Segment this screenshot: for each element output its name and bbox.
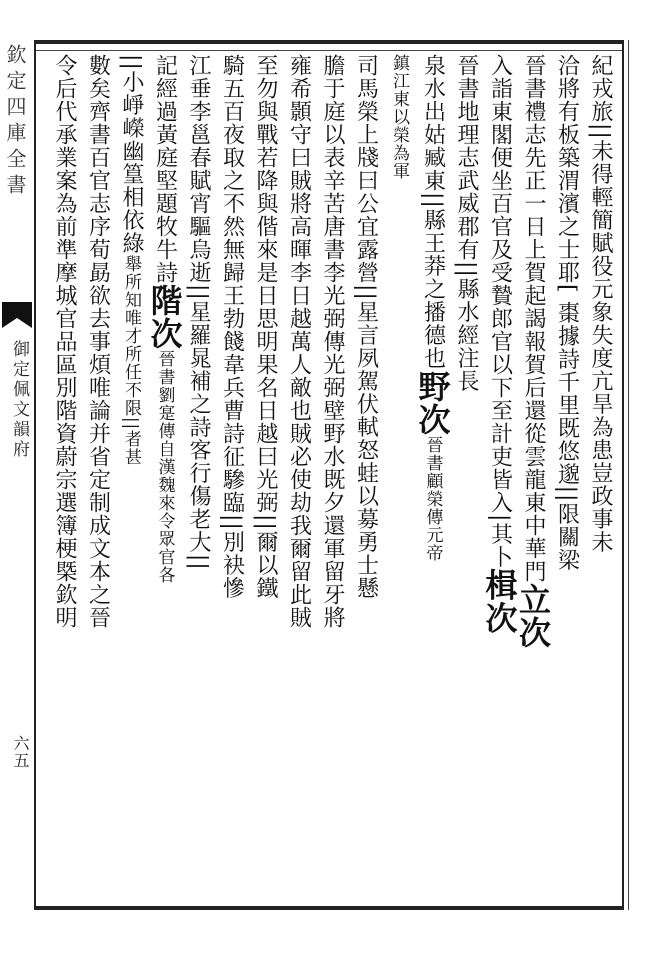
- right-border: [622, 40, 624, 910]
- body-text: 紀戎旅||未得輕簡賦役元象失度亢旱為患豈政事未: [588, 54, 613, 554]
- page-number: 六五: [11, 735, 30, 769]
- text-column: [349, 54, 383, 600]
- body-text: 膽于庭以表辛苦唐書李光弼傳光弼壁野水既夕還軍留牙將: [320, 54, 345, 629]
- text-column: [583, 54, 617, 554]
- text-column: [516, 54, 550, 649]
- bottom-border: [34, 906, 624, 910]
- spine-series-title: 欽定四庫全書: [3, 44, 27, 200]
- text-column: [449, 54, 483, 393]
- annotation-text: 鎮江東以榮為軍: [389, 54, 409, 180]
- body-text: 記經過黃庭堅題牧牛詩: [152, 54, 178, 284]
- text-column: [382, 54, 416, 180]
- body-text: ||小崢嶸幽篁相依綠: [119, 54, 144, 255]
- text-column: [315, 54, 349, 629]
- body-text: 洽將有板築渭濱之士耶[ 棗據詩千里既悠邈||限關梁: [554, 54, 580, 572]
- fishtail-mark-icon: [0, 300, 34, 330]
- top-border-inner: [34, 50, 624, 51]
- text-column: [248, 54, 282, 600]
- text-column: [181, 54, 215, 571]
- body-text: 晉書禮志先正一日上賀起謁報賀后還從雲龍東中華門: [521, 54, 546, 583]
- left-border: [34, 40, 36, 910]
- body-text: 騎五百夜取之不然無歸王勃餞韋兵曹詩征驂臨||別袂慘: [219, 54, 245, 600]
- body-text: 泉水出姑臧東||縣王莽之播德也: [420, 54, 446, 370]
- text-column: [145, 54, 184, 584]
- text-column: [282, 54, 316, 629]
- body-text: 入詣東閣便坐百官及受贄郎官以下至計吏皆入|其卜: [487, 54, 513, 569]
- body-text: 雍希顥守曰賊將高暉李日越萬人敵也賊必使劫我爾留此賊: [286, 54, 312, 629]
- heading-term: 階次: [145, 284, 184, 350]
- body-text: 司馬榮上牋曰公宜露營||星言夙駕伏軾怒蛙以募勇士懸: [353, 54, 379, 600]
- body-text: 令后代承業案為前準摩城官品區別階資蔚宗選簿梗槩欽明: [52, 54, 77, 629]
- text-column: [47, 54, 81, 629]
- heading-term: 立次: [514, 583, 552, 649]
- text-column: [215, 54, 249, 600]
- text-column: [550, 54, 584, 571]
- spine-book-title: 御定佩文韻府: [9, 340, 29, 460]
- body-text: 江垂李邕春賦宵驅烏逝||星羅晁補之詩客行傷老大||: [186, 54, 211, 571]
- text-column: [114, 54, 148, 466]
- heading-term: 楫次: [480, 568, 519, 635]
- body-text: 至勿與戰若降與偕來是日思明果名日越曰光弼||爾以鐵: [253, 54, 278, 600]
- body-text: 晉書地理志武威郡有||縣水經注長: [454, 54, 479, 393]
- annotation-text: 晉書顧榮傳元帝: [422, 435, 443, 562]
- annotation-text: 晉書劉寔傳自漢魏來令眾官各: [154, 350, 175, 584]
- text-column: [81, 54, 115, 629]
- heading-term: 野次: [413, 369, 452, 436]
- body-text: 數矣齊書百官志序荀勗欲去事煩唯論并省定制成文本之晉: [85, 54, 111, 629]
- text-column: [480, 54, 519, 635]
- text-column: [413, 54, 452, 562]
- right-border-outer: [628, 40, 629, 910]
- annotation-text: 舉所知唯才所任不限||者甚: [121, 254, 141, 467]
- top-border: [34, 40, 624, 44]
